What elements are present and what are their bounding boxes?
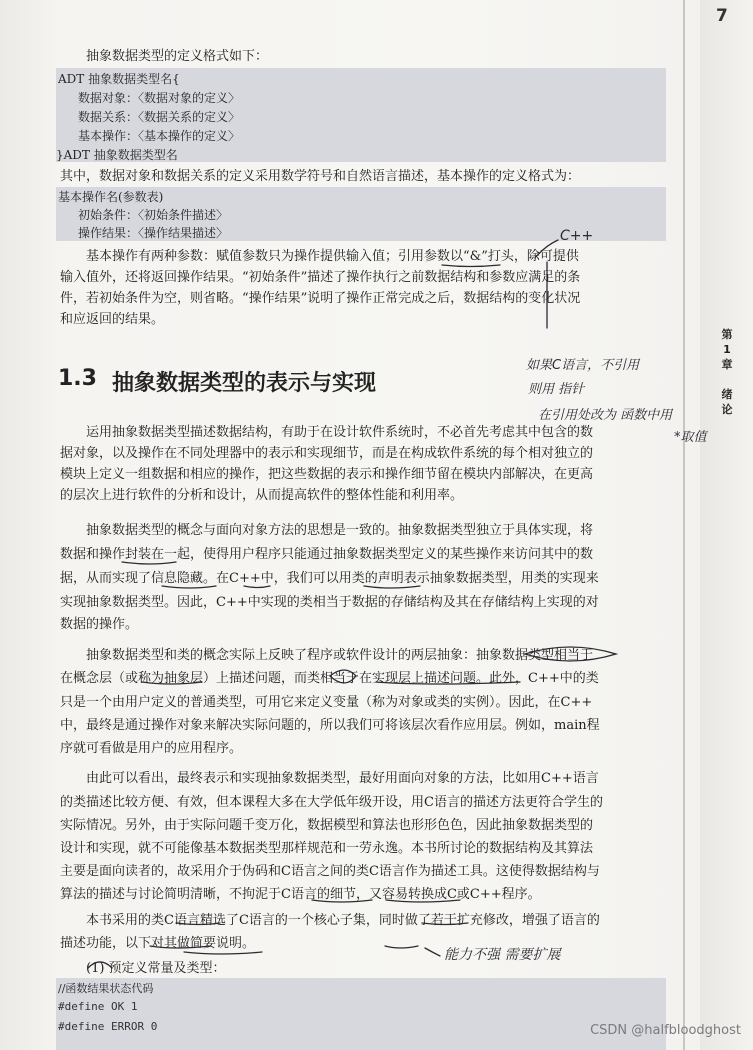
para6-line-2: 描述功能，以下对其做简要说明。 — [60, 936, 256, 951]
item-1-heading: (1) 预定义常量及类型： — [86, 961, 226, 976]
code-comment: //函数结果状态代码 — [58, 982, 154, 995]
para3-line-1: 抽象数据类型的概念与面向对象方法的思想是一致的。抽象数据类型独立于具体实现，将 — [86, 523, 594, 538]
para2-line-4: 的层次上进行软件的分析和设计，从而提高软件的整体性能和利用率。 — [60, 488, 464, 503]
para4-line-4: 中，最终是通过操作对象来解决实际问题的，所以我们可将该层次看作应用层。例如，main程 — [60, 718, 600, 733]
op-line-2: 初始条件：〈初始条件描述〉 — [78, 208, 229, 222]
after-adt-line: 其中，数据对象和数据关系的定义采用数学符号和自然语言描述，基本操作的定义格式为： — [60, 169, 581, 184]
handwritten-note-right-1: 如果C语言，不引用 — [526, 358, 640, 373]
page-edge — [700, 0, 753, 1050]
para3-line-3: 据，从而实现了信息隐藏。在C++中，我们可以用类的声明表示抽象数据类型，用类的实现来 — [60, 571, 599, 586]
para5-line-5: 主要是面向读者的，故采用介于伪码和C语言之间的类C语言作为描述工具。这使得数据结构与 — [60, 864, 600, 879]
page-number: 7 — [716, 6, 728, 26]
adt-line-4: 基本操作：〈基本操作的定义〉 — [78, 129, 241, 143]
para5-line-6: 算法的描述与讨论简明清晰，不拘泥于C语言的细节，又容易转换成C或C++程序。 — [60, 887, 541, 902]
para4-line-3: 只是一个由用户定义的普通类型，可用它来定义变量（称为对象或类的实例）。因此，在C++ — [60, 695, 593, 710]
adt-line-3: 数据关系：〈数据关系的定义〉 — [78, 110, 241, 124]
code-line-1: #define OK 1 — [58, 1000, 138, 1013]
handwritten-note-right-3: 在引用处改为 函数中用 — [538, 408, 673, 423]
adt-line-2: 数据对象：〈数据对象的定义〉 — [78, 91, 241, 105]
para1-line-3: 件，若初始条件为空，则省略。“操作结果”说明了操作正常完成之后，数据结构的变化状况 — [60, 291, 581, 306]
handwritten-note-right-2: 则用 指针 — [528, 382, 585, 397]
para6-line-1: 本书采用的类C语言精选了C语言的一个核心子集，同时做了若干扩充修改，增强了语言的 — [86, 913, 600, 928]
para1-line-2: 输入值外，还将返回操作结果。“初始条件”描述了操作执行之前数据结构和参数应满足的条 — [60, 270, 581, 285]
section-title: 抽象数据类型的表示与实现 — [112, 371, 377, 396]
intro-line: 抽象数据类型的定义格式如下： — [86, 49, 269, 64]
adt-line-5: }ADT 抽象数据类型名 — [56, 148, 178, 162]
para1-line-1: 基本操作有两种参数：赋值参数只为操作提供输入值；引用参数以“&”打头，除可提供 — [86, 249, 579, 264]
handwritten-note-cpp: C++ — [560, 228, 594, 244]
para2-line-2: 据对象，以及操作在不同处理器中的表示和实现细节，而是在构成软件系统的每个相对独立的 — [60, 446, 594, 461]
op-line-1: 基本操作名(参数表) — [58, 190, 164, 204]
para3-line-2: 数据和操作封装在一起，使得用户程序只能通过抽象数据类型定义的某些操作来访问其中的数 — [60, 547, 594, 562]
para2-line-1: 运用抽象数据类型描述数据结构，有助于在设计软件系统时，不必首先考虑其中包含的数 — [86, 425, 594, 440]
op-line-3: 操作结果：〈操作结果描述〉 — [78, 226, 229, 240]
para5-line-4: 设计和实现，就不可能像基本数据类型那样规范和一劳永逸。本书所讨论的数据结构及其算法 — [60, 841, 594, 856]
para2-line-3: 模块上定义一组数据和相应的操作，把这些数据的表示和操作细节留在模块内部解决，在更高 — [60, 467, 594, 482]
para3-line-5: 数据的操作。 — [60, 617, 139, 632]
handwritten-note-bottom: 能力不强 需要扩展 — [444, 947, 561, 963]
para3-line-4: 实现抽象数据类型。因此，C++中实现的类相当于数据的存储结构及其在存储结构上实现的对 — [60, 595, 599, 610]
page-fold-line — [683, 0, 685, 1050]
para5-line-1: 由此可以看出，最终表示和实现抽象数据类型，最好用面向对象的方法，比如用C++语言 — [86, 771, 599, 786]
watermark: CSDN @halfbloodghost — [590, 1023, 741, 1038]
code-line-2: #define ERROR 0 — [58, 1020, 158, 1033]
chapter-tab: 第 1 章 绪 论 — [721, 328, 733, 416]
para5-line-3: 实际情况。另外，由于实际问题千变万化，数据模型和算法也形形色色，因此抽象数据类型的 — [60, 818, 594, 833]
para5-line-2: 的类描述比较方便、有效，但本课程大多在大学低年级开设，用C语言的描述方法更符合学生的 — [60, 795, 603, 810]
handwritten-note-right-4: *取值 — [674, 430, 707, 445]
para1-line-4: 和应返回的结果。 — [60, 312, 165, 327]
section-number: 1.3 — [58, 366, 97, 391]
para4-line-5: 序就可看做是用户的应用程序。 — [60, 741, 243, 756]
adt-line-1: ADT 抽象数据类型名{ — [58, 72, 180, 86]
para4-line-1: 抽象数据类型和类的概念实际上反映了程序或软件设计的两层抽象：抽象数据类型相当于 — [86, 648, 594, 663]
para4-line-2: 在概念层（或称为抽象层）上描述问题，而类相当于在实现层上描述问题。此外，C++中的类 — [60, 671, 599, 686]
